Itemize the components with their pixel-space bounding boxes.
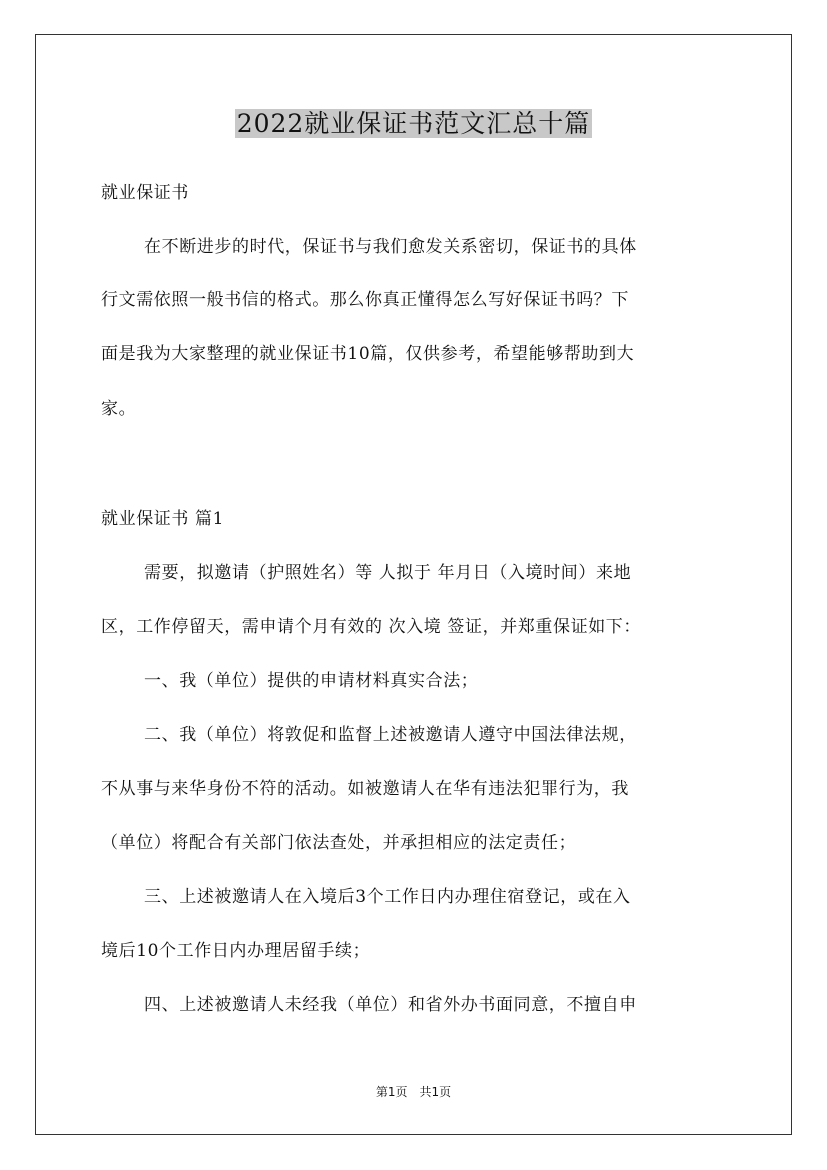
section-heading: 就业保证书 篇1 (101, 509, 225, 529)
paragraph-line: 行文需依照一般书信的格式。那么你真正懂得怎么写好保证书吗？下 (101, 290, 629, 310)
page-footer: 第1页 共1页 (375, 1085, 452, 1099)
paragraph-line: 一、我（单位）提供的申请材料真实合法； (144, 671, 479, 691)
paragraph-line: 面是我为大家整理的就业保证书10篇，仅供参考，希望能够帮助到大 (101, 344, 635, 364)
paragraph-line: 境后10个工作日内办理居留手续； (101, 941, 371, 961)
paragraph-line: （单位）将配合有关部门依法查处，并承担相应的法定责任； (101, 833, 577, 853)
paragraph-line: 家。 (101, 399, 137, 419)
document-title-text: 2022就业保证书范文汇总十篇 (236, 109, 591, 138)
paragraph-line: 四、上述被邀请人未经我（单位）和省外办书面同意，不擅自申 (144, 995, 637, 1015)
section-heading: 就业保证书 (101, 183, 189, 203)
paragraph-line: 不从事与来华身份不符的活动。如被邀请人在华有违法犯罪行为，我 (101, 779, 629, 799)
paragraph-line: 二、我（单位）将敦促和监督上述被邀请人遵守中国法律法规， (144, 725, 637, 745)
paragraph-line: 区，工作停留天，需申请个月有效的 次入境 签证，并郑重保证如下： (101, 617, 642, 637)
paragraph-line: 需要，拟邀请（护照姓名）等 人拟于 年月日（入境时间）来地 (144, 563, 632, 583)
document-title (0, 104, 827, 144)
paragraph-line: 三、上述被邀请人在入境后3个工作日内办理住宿登记，或在入 (144, 887, 631, 907)
paragraph-line: 在不断进步的时代，保证书与我们愈发关系密切，保证书的具体 (144, 237, 637, 257)
